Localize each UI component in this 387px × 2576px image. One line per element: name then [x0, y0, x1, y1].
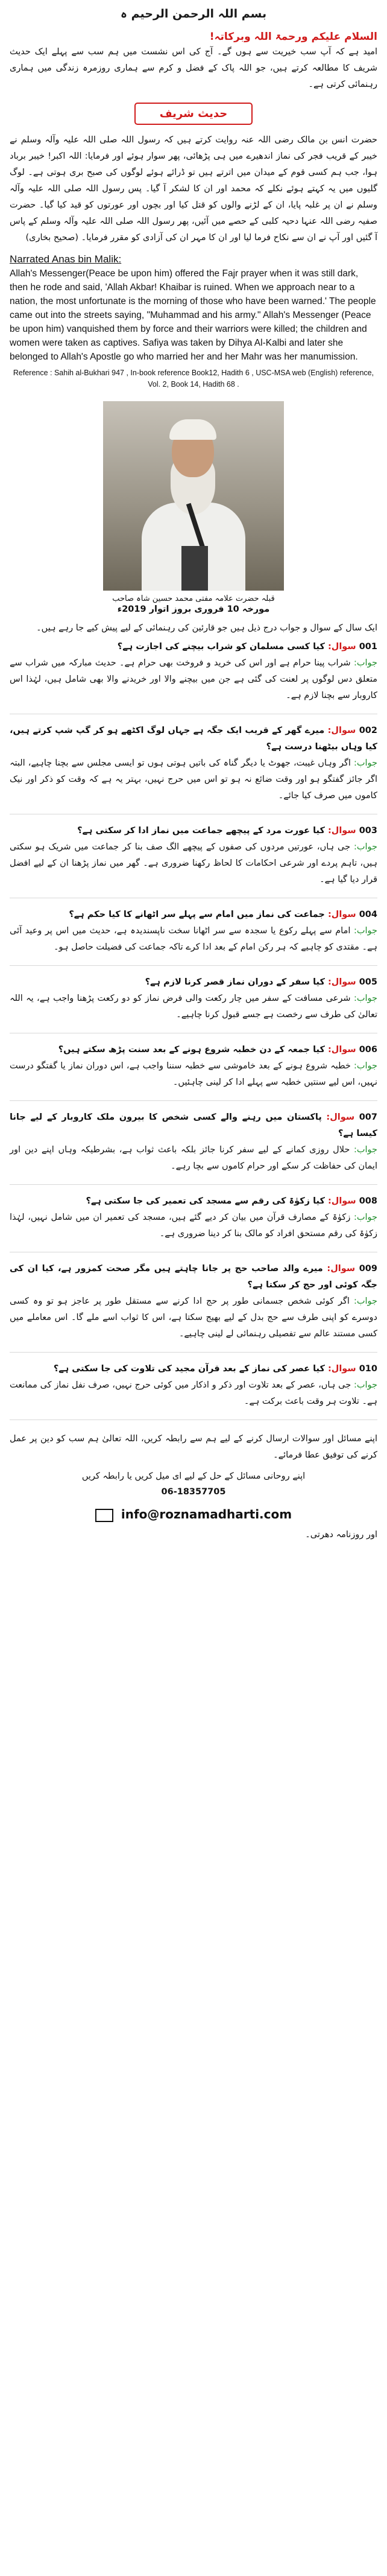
- answer: [10, 839, 377, 888]
- photo-date: مورخہ 10 فروری بروز اتوار 2019ء: [117, 604, 270, 614]
- answer-label: جواب:: [353, 758, 377, 768]
- qa-item: [10, 823, 377, 898]
- question-number: 006: [359, 1045, 377, 1055]
- question-label: سوال:: [327, 910, 356, 919]
- question-number: 009: [359, 1264, 377, 1274]
- question-label: سوال:: [327, 977, 356, 987]
- contact-block: [0, 1466, 387, 1501]
- answer: [10, 655, 377, 704]
- qa-item: [10, 1042, 377, 1101]
- question-label: سوال:: [327, 1264, 356, 1274]
- answer-text: اگر وہاں غیبت، جھوٹ یا دیگر گناہ کی باتیں ہوتی ہوں تو ایسی مجلس سے بچنا چاہیے، البتہ اگر جائز گفتگو ہو اور وقت ضائع نہ ہو تو اس میں حرج نہیں، بہتر یہ ہے کہ وقت کو ذکر اور نیک کاموں میں صرف کیا جائے۔: [10, 758, 377, 801]
- question-number: 001: [359, 642, 377, 652]
- answer-label: جواب:: [353, 842, 378, 852]
- question-number: 003: [359, 826, 377, 836]
- question: [10, 1042, 377, 1058]
- question: [10, 639, 377, 655]
- answer: [10, 1058, 377, 1091]
- answer-label: جواب:: [353, 926, 377, 936]
- question-label: سوال:: [327, 726, 356, 735]
- question-label: سوال:: [327, 1196, 356, 1206]
- question-number: 005: [359, 977, 377, 987]
- hadith-reference: Reference : Sahih al-Bukhari 947 , In-book reference Book12, Hadith 6 , USC-MSA web (English) reference, Vol. 2, Book 14, Hadith 68 .: [13, 369, 374, 389]
- answer-text: زکوٰۃ کے مصارف قرآن میں بیان کر دیے گئے ہیں، مسجد کی تعمیر ان میں شامل نہیں، لہٰذا زکوٰۃ کی رقم مستحق افراد کو مالک بنا کر دینا ضروری ہے۔: [10, 1213, 377, 1239]
- question-number: 010: [359, 1364, 377, 1374]
- question-text: پاکستان میں رہنے والے کسی شخص کا بیرون ملک کاروبار کے لیے جانا کیسا ہے؟: [10, 1112, 377, 1138]
- question-text: کیا جمعہ کے دن خطبہ شروع ہونے کے بعد سنت پڑھ سکتے ہیں؟: [58, 1045, 325, 1055]
- hadith-narrator: Narrated Anas bin Malik:: [10, 253, 122, 265]
- greeting-text: السلام علیکم ورحمۃ اللہ وبرکاتہ!: [209, 31, 377, 43]
- hadith-heading-wrap: [0, 103, 387, 125]
- email-link[interactable]: info@roznamadharti.com: [121, 1507, 292, 1521]
- hadith-heading: حدیث شریف: [134, 103, 253, 125]
- answer: [10, 1377, 377, 1410]
- question: [10, 974, 377, 991]
- answer-text: جی ہاں، عورتیں مردوں کی صفوں کے پیچھے الگ صف بنا کر جماعت میں شریک ہو سکتی ہیں، تاہم پردے اور شرعی احکامات کا لحاظ رکھنا ضروری ہے۔ گھر میں نماز پڑھنا ان کے لیے افضل قرار دیا گیا ہے۔: [10, 842, 377, 884]
- question: [10, 823, 377, 839]
- scholar-photo: [103, 401, 284, 591]
- answer-text: جی ہاں، عصر کے بعد تلاوت اور ذکر و اذکار میں کوئی حرج نہیں، صرف نفل نماز کی ممانعت ہے۔ تلاوت ہر وقت باعث برکت ہے۔: [10, 1380, 377, 1406]
- qa-item: [10, 723, 377, 814]
- answer-text: امام سے پہلے رکوع یا سجدہ سے سر اٹھانا سخت ناپسندیدہ ہے، حدیث میں اس پر وعید آئی ہے۔ مقتدی کو چاہیے کہ ہر رکن امام کے بعد ادا کرے تاکہ جماعت کی فضیلت حاصل ہو۔: [10, 926, 377, 952]
- qa-item: [10, 639, 377, 714]
- answer-label: جواب:: [353, 994, 377, 1003]
- answer: [10, 1142, 377, 1175]
- question-text: میرے گھر کے قریب ایک جگہ ہے جہاں لوگ اکٹھے ہو کر گپ شپ کرتے ہیں، کیا وہاں بیٹھنا درست ہے؟: [10, 726, 377, 752]
- footer-note: اور روزنامہ دھرتی۔: [305, 1529, 377, 1540]
- answer-text: شرعی مسافت کے سفر میں چار رکعت والی فرض نماز کو دو رکعت پڑھنا واجب ہے، یہ اللہ تعالیٰ کی طرف سے رخصت ہے جسے قبول کرنا چاہیے۔: [10, 994, 377, 1020]
- question-number: 004: [359, 910, 377, 919]
- question-label: سوال:: [327, 826, 356, 836]
- answer-label: جواب:: [353, 1380, 378, 1390]
- question-label: سوال:: [327, 1364, 356, 1374]
- photo-caption: قبلہ حضرت علامہ مفتی محمد حسین شاہ صاحب: [112, 594, 275, 603]
- question-label: سوال:: [327, 1045, 356, 1055]
- qa-item: [10, 1361, 377, 1420]
- question-text: کیا عورت مرد کے پیچھے جماعت میں نماز ادا کر سکتی ہے؟: [77, 826, 325, 836]
- question-number: 002: [359, 726, 377, 735]
- question-text: میرے والد صاحب حج پر جانا چاہتے ہیں مگر صحت کمزور ہے، کیا ان کی جگہ کوئی اور حج کر سکتا ہے؟: [10, 1264, 377, 1290]
- question: [10, 1261, 377, 1293]
- answer-label: جواب:: [353, 1296, 377, 1306]
- answer: [10, 991, 377, 1023]
- question-label: سوال:: [327, 642, 356, 652]
- bismillah-heading: بسم اللہ الرحمن الرحیم ہ: [120, 7, 267, 21]
- answer: [10, 1210, 377, 1242]
- answer: [10, 923, 377, 956]
- answer-label: جواب:: [353, 1213, 378, 1222]
- qa-item: [10, 1109, 377, 1185]
- envelope-icon: [95, 1509, 113, 1522]
- question-text: کیا زکوٰۃ کی رقم سے مسجد کی تعمیر کی جا سکتی ہے؟: [86, 1196, 325, 1206]
- answer: [10, 755, 377, 804]
- question-text: جماعت کی نماز میں امام سے پہلے سر اٹھانے کا کیا حکم ہے؟: [69, 910, 325, 919]
- answer-label: جواب:: [353, 658, 378, 668]
- answer: [10, 1293, 377, 1342]
- question-text: کیا عصر کی نماز کے بعد قرآن مجید کی تلاوت کی جا سکتی ہے؟: [53, 1364, 325, 1374]
- answer-text: اگر کوئی شخص جسمانی طور پر حج ادا کرنے سے مستقل طور پر عاجز ہو تو وہ کسی دوسرے کو اپنی طرف سے حج بدل کے لیے بھیج سکتا ہے، اس کا ثواب اسے ملے گا۔ اس معاملے میں کسی مستند عالم سے تفصیلی رہنمائی لے لینی چاہیے۔: [10, 1296, 377, 1339]
- question: [10, 723, 377, 755]
- question-number: 008: [359, 1196, 377, 1206]
- question-label: سوال:: [326, 1112, 355, 1122]
- closing-paragraph: اپنے مسائل اور سوالات ارسال کرنے کے لیے ہم سے رابطہ کریں، اللہ تعالیٰ ہم سب کو دین پر عمل کرنے کی توفیق عطا فرمائے۔: [10, 1434, 377, 1460]
- answer-label: جواب:: [353, 1061, 377, 1071]
- answer-text: شراب پینا حرام ہے اور اس کی خرید و فروخت بھی حرام ہے۔ حدیث مبارکہ میں شراب سے متعلق دس لوگوں پر لعنت کی گئی ہے جن میں بیچنے والا اور خریدنے والا بھی شامل ہیں، لہٰذا اس کاروبار سے بچنا لازم ہے۔: [10, 658, 377, 700]
- email-line: [0, 1501, 387, 1524]
- question-number: 007: [359, 1112, 377, 1122]
- answer-label: جواب:: [353, 1145, 378, 1155]
- question: [10, 1361, 377, 1377]
- qa-item: [10, 907, 377, 966]
- answer-text: حلال روزی کمانے کے لیے سفر کرنا جائز بلکہ باعث ثواب ہے، بشرطیکہ وہاں اپنے دین اور ایمان کی حفاظت کر سکے اور حرام کاموں سے بچا رہے۔: [10, 1145, 377, 1171]
- question: [10, 1193, 377, 1210]
- question: [10, 1109, 377, 1142]
- question: [10, 907, 377, 923]
- qa-item: [10, 1261, 377, 1353]
- qa-item: [10, 974, 377, 1033]
- photo-wrap: [0, 401, 387, 591]
- hadith-urdu-text: حضرت انس بن مالک رضی اللہ عنہ روایت کرتے ہیں کہ رسول اللہ صلی اللہ علیہ وآلہ وسلم نے خیبر کے قریب فجر کی نماز اندھیرے میں ہی پڑھائی، پھر سوار ہوئے اور فرمایا: اللہ اکبر! خیبر برباد ہوا، جب ہم کسی قوم کے میدان میں اترتے ہیں تو ڈرائے ہوئے لوگوں کی صبح بری ہوتی ہے۔ لوگ گلیوں میں یہ کہتے ہوئے نکلے کہ محمد اور ان کا لشکر آ گیا۔ پس رسول اللہ صلی اللہ علیہ وآلہ وسلم نے ان پر غلبہ پایا، ان کے لڑنے والوں کو قتل کیا اور بچوں اور عورتوں کو قید کیا گیا۔ حضرت صفیہ رضی اللہ عنہا دحیہ کلبی کے حصے میں آئیں، پھر رسول اللہ صلی اللہ علیہ وآلہ وسلم کے پاس آ گئیں اور آپ نے ان سے نکاح فرما لیا اور ان کا مہر ان کی آزادی کو مقرر فرمایا۔ (صحیح بخاری): [10, 135, 377, 243]
- contact-line: اپنے روحانی مسائل کے حل کے لیے ای میل کریں یا رابطہ کریں: [81, 1471, 306, 1481]
- qa-list: [0, 639, 387, 1420]
- hadith-english-text: Allah's Messenger(Peace be upon him) offered the Fajr prayer when it was still dark, then he rode and said, 'Allah Akbar! Khaibar is ruined. When we approach near to a nation, the most unfortunate is the morning of those who have been warned.' The people came out into the streets saying, "Muhammad and his army." Allah's Messenger (Peace be upon him) vanquished them by force and their warriors were killed; the children and women were taken as captives. Safiya was taken by Dihya Al-Kalbi and later she belonged to Allah's Apostle go who married her and her Mahr was her manumission.: [10, 268, 376, 362]
- qa-item: [10, 1193, 377, 1252]
- intro-paragraph: امید ہے کہ آپ سب خیریت سے ہوں گے۔ آج کی اس نشست میں ہم سب سے پہلے ایک حدیث شریف کا مطالعہ کرتے ہیں، جو اللہ پاک کے فضل و کرم سے ہماری روزمرہ زندگی میں ہماری رہنمائی کرتی ہے۔: [10, 47, 377, 89]
- qa-intro: ایک سال کے سوال و جواب درج ذیل ہیں جو قارئین کی رہنمائی کے لیے پیش کیے جا رہے ہیں۔: [36, 623, 377, 633]
- question-text: کیا سفر کے دوران نماز قصر کرنا لازم ہے؟: [145, 977, 325, 987]
- question-text: کیا کسی مسلمان کو شراب بیچنے کی اجازت ہے؟: [117, 642, 325, 652]
- answer-text: خطبہ شروع ہونے کے بعد خاموشی سے خطبہ سننا واجب ہے، اس دوران نماز یا گفتگو درست نہیں، اس لیے سنتیں خطبہ سے پہلے ادا کر لینی چاہئیں۔: [10, 1061, 377, 1087]
- contact-phone[interactable]: 06-18357705: [161, 1487, 226, 1497]
